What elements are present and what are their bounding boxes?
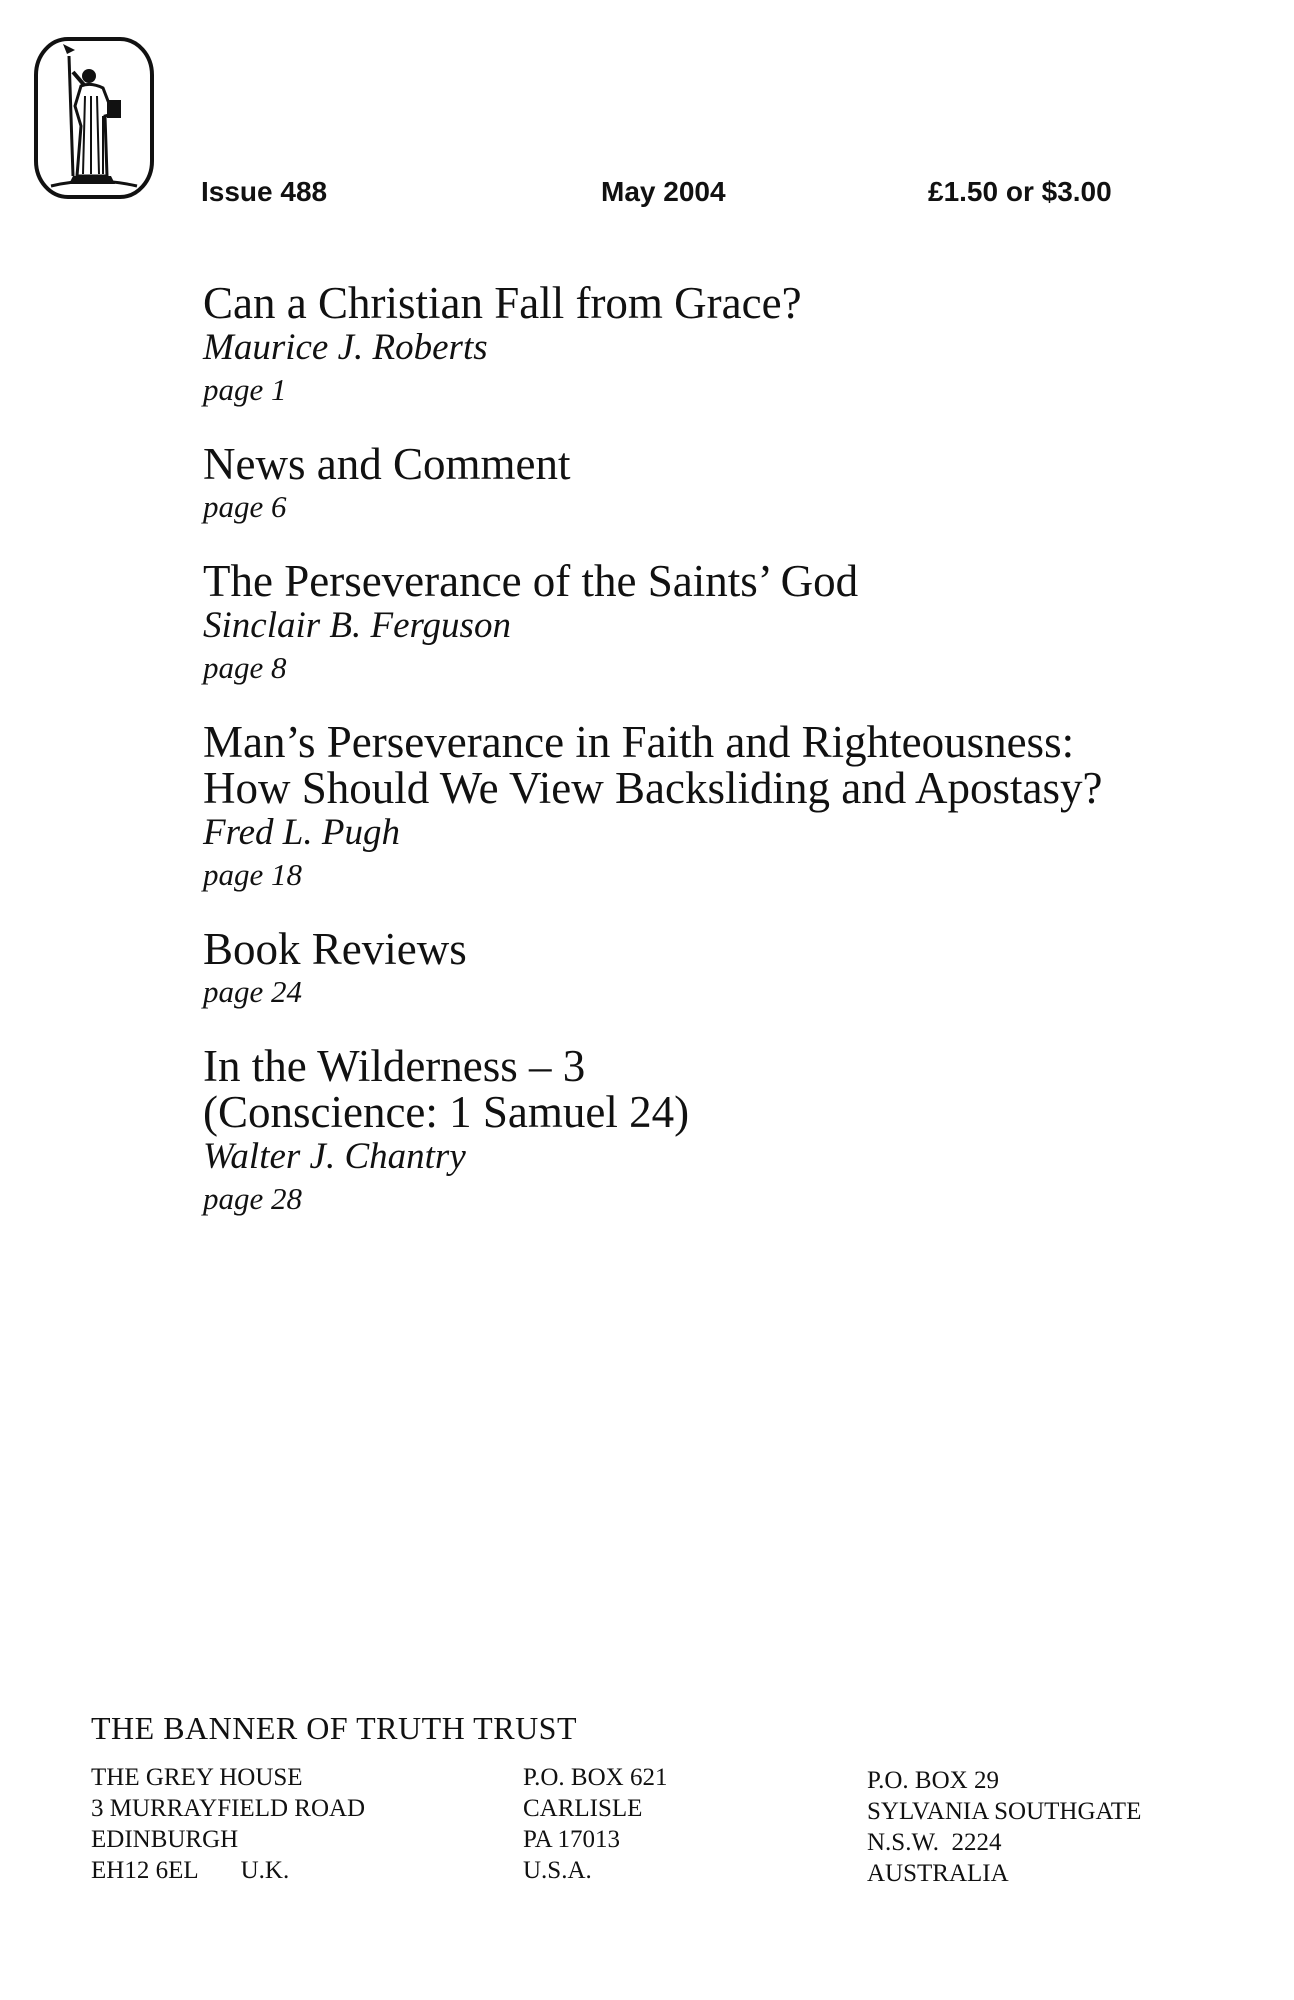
country: U.K. — [240, 1857, 290, 1884]
article-title: Can a Christian Fall from Grace? — [203, 278, 802, 328]
article-title: News and Comment — [203, 439, 571, 489]
address-uk — [91, 1762, 365, 1886]
issue-number: Issue 488 — [201, 176, 328, 207]
address-line: THE GREY HOUSE — [91, 1764, 303, 1791]
address-line: CARLISLE — [523, 1795, 643, 1822]
address-line: P.O. BOX 29 — [867, 1767, 999, 1794]
publisher-name: THE BANNER OF TRUTH TRUST — [91, 1710, 578, 1746]
toc-entry — [203, 926, 1153, 1012]
toc-entry — [203, 719, 1153, 895]
article-author: Fred L. Pugh — [203, 812, 400, 853]
article-page: page 6 — [203, 489, 287, 524]
article-author: Sinclair B. Ferguson — [203, 605, 511, 646]
address-line: AUSTRALIA — [867, 1860, 1009, 1887]
address-australia — [867, 1765, 1141, 1889]
address-line: U.S.A. — [523, 1857, 592, 1884]
toc-entry — [203, 280, 1153, 410]
article-page: page 8 — [203, 650, 287, 685]
article-title: The Perseverance of the Saints’ God — [203, 556, 859, 606]
toc-entry — [203, 1043, 1153, 1219]
address-line: N.S.W. 2224 — [867, 1829, 1002, 1856]
table-of-contents — [203, 280, 1153, 1250]
toc-entry — [203, 441, 1153, 527]
issue-date: May 2004 — [601, 176, 726, 207]
address-line: SYLVANIA SOUTHGATE — [867, 1798, 1142, 1825]
article-page: page 28 — [203, 1181, 303, 1216]
address-line: EDINBURGH — [91, 1826, 239, 1853]
article-page: page 24 — [203, 974, 303, 1009]
address-line: PA 17013 — [523, 1826, 621, 1853]
issue-price: £1.50 or $3.00 — [928, 176, 1112, 207]
article-author: Walter J. Chantry — [203, 1136, 466, 1177]
article-title: Book Reviews — [203, 924, 467, 974]
article-title-line-2: (Conscience: 1 Samuel 24) — [203, 1087, 690, 1137]
address-line: P.O. BOX 621 — [523, 1764, 668, 1791]
article-title: Man’s Perseverance in Faith and Righteousness: — [203, 717, 1075, 767]
toc-entry — [203, 558, 1153, 688]
article-author: Maurice J. Roberts — [203, 327, 488, 368]
article-page: page 18 — [203, 857, 303, 892]
article-title-line-2: How Should We View Backsliding and Apostasy? — [203, 763, 1103, 813]
address-usa — [523, 1762, 667, 1886]
postcode: EH12 6EL — [91, 1857, 199, 1884]
article-page: page 1 — [203, 372, 287, 407]
address-line — [91, 1855, 365, 1886]
address-line: 3 MURRAYFIELD ROAD — [91, 1795, 366, 1822]
banner-of-truth-emblem-icon — [33, 36, 155, 202]
article-title: In the Wilderness – 3 — [203, 1041, 586, 1091]
